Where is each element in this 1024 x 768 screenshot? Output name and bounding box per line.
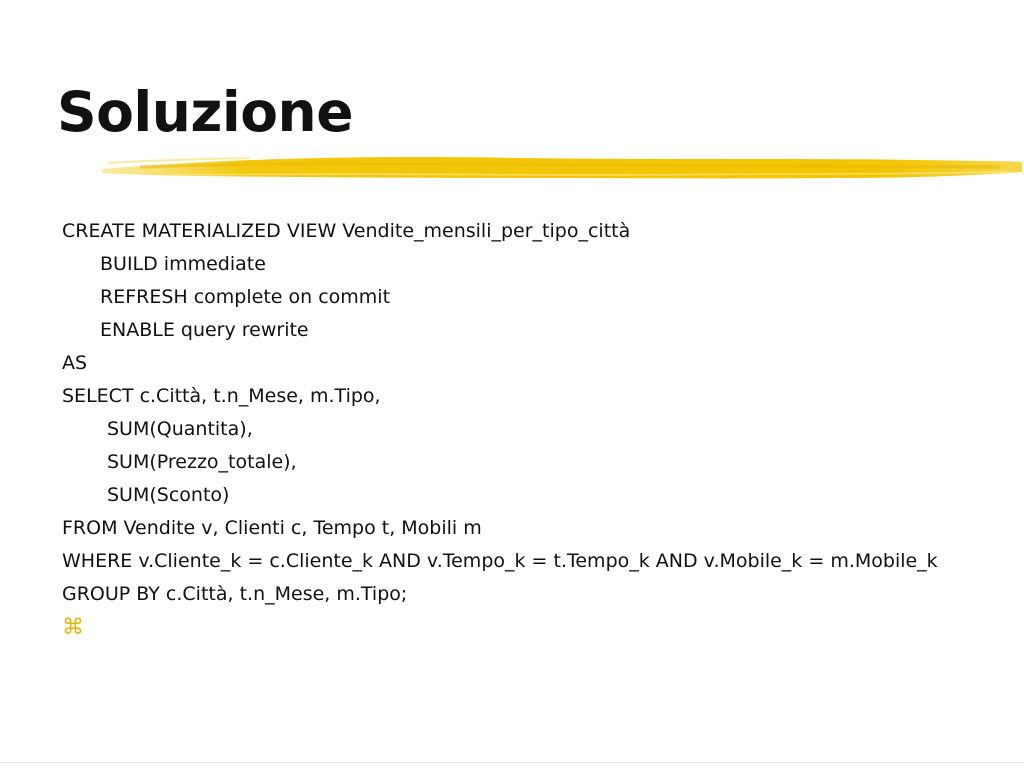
sql-line-sum-sconto: SUM(Sconto) [107, 484, 230, 506]
sql-line-select: SELECT c.Città, t.n_Mese, m.Tipo, [62, 385, 381, 407]
highlighter-underline [100, 145, 1024, 187]
sql-line-enable: ENABLE query rewrite [100, 319, 309, 341]
sql-code-block [62, 218, 962, 647]
sql-line-refresh: REFRESH complete on commit [100, 286, 391, 308]
sql-line-build: BUILD immediate [100, 253, 266, 275]
slide-title: Soluzione [57, 80, 354, 144]
command-symbol-icon: ⌘ [62, 615, 84, 640]
sql-line-as: AS [62, 352, 88, 374]
sql-line-create: CREATE MATERIALIZED VIEW Vendite_mensili_per_tipo_città [62, 220, 631, 242]
sql-line-sum-quantita: SUM(Quantita), [107, 418, 253, 440]
sql-line-group-by: GROUP BY c.Città, t.n_Mese, m.Tipo; [62, 583, 408, 605]
sql-line-from: FROM Vendite v, Clienti c, Tempo t, Mobili m [62, 517, 482, 539]
footer-divider [0, 762, 1024, 763]
sql-line-where: WHERE v.Cliente_k = c.Cliente_k AND v.Tempo_k = t.Tempo_k AND v.Mobile_k = m.Mobile_k [62, 550, 938, 572]
sql-line-sum-prezzo: SUM(Prezzo_totale), [107, 451, 297, 473]
